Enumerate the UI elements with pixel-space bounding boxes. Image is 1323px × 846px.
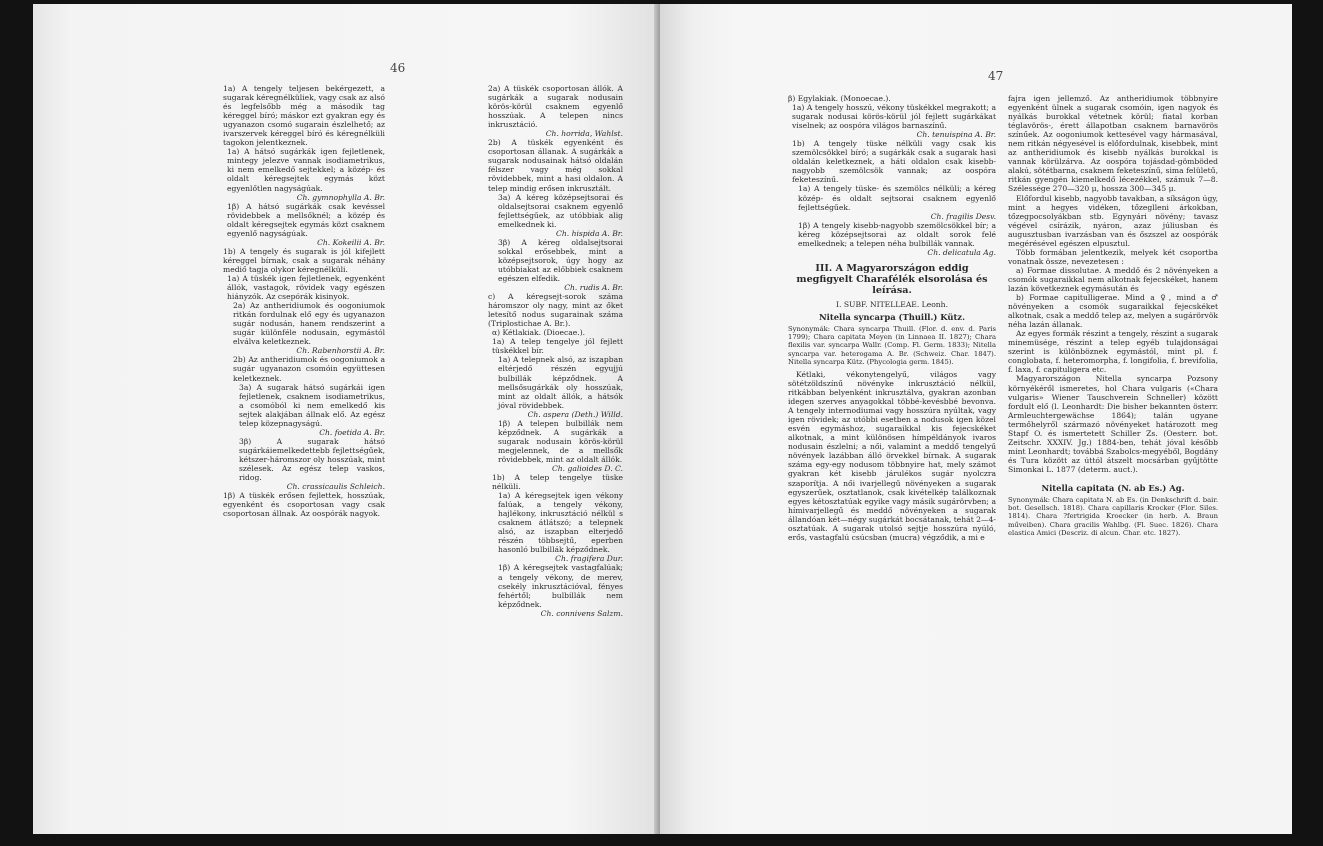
page-number: 47	[988, 69, 1004, 83]
species-citation: Ch. foetida A. Br.	[319, 427, 385, 437]
paragraph: Az egyes formák részint a tengely, részint a sugarak minemüsége, részint a telep egyéb tulajdonságai szerint is különböznek egymástól, mint pl. f. conglobata, f. heteromorpha, f. longifolia, f. brevifolia, f. laxa, f. capituligera etc.	[1008, 329, 1218, 375]
right-column-1	[788, 94, 996, 542]
left-column-2	[488, 84, 623, 618]
right-page	[660, 4, 1292, 834]
key-entry: 2a) Az antheridiumok és oogoniumok ritkán fordulnak elő egy és ugyanazon sugár nodusán, hanem rendszerint a sugár különféle nodusain, egymástól elválva keletkeznek.	[233, 301, 385, 347]
species-citation: Ch. aspera (Deth.) Willd.	[527, 409, 623, 419]
species-citation: Ch. fragilis Desv.	[930, 211, 996, 221]
left-page	[33, 4, 660, 834]
species-citation: Ch. Rabenhorstii A. Br.	[296, 346, 385, 356]
key-entry: 1β) A telepen bulbillák nem képződnek. A sugárkák a sugarak nodusain körös-körül megjelennek, de a mellsők rövidebbek, mint az oldalt állók.	[498, 418, 623, 464]
species-citation: Ch. hispida A. Br.	[556, 228, 623, 238]
paragraph: a) Formae dissolutae. A meddő és 2 növényeken a csomók sugaraikkal nem alkotnak fejecskéket, hanem lazán következnek egymásután és	[1008, 265, 1218, 293]
paragraph: Több formában jelentkezik, melyek két csoportba vonatnak össze, nevezetesen :	[1008, 247, 1218, 266]
key-entry: 2a) A tüskék csoportosan állók. A sugárkák a sugarak nodusain körös-körül csaknem egyenlő hosszúak. A telepen nincs inkrusztáció.	[488, 84, 623, 130]
key-entry: 3β) A kéreg oldalsejtsorai sokkal erősebbek, mint a középsejtsorok, úgy hogy az utóbbiakat az előbbiek csaknem egészen elfedik.	[498, 237, 623, 283]
species-citation: Ch. Kokeilii A. Br.	[317, 237, 385, 247]
book-spread	[33, 4, 1292, 834]
key-entry: 1a) A tengely teljesen bekérgezett, a sugarak kéregnélküliek, vagy csak az alsó és legfelsőbb még a második tag kéreggel bíró; máskor ezt gyakran egy és ugyanazon csomó sugarain észlelhető; az ivarszervek kéreggel bíró és kéregnélküli tagokon jelentkeznek.	[223, 84, 385, 148]
paragraph: b) Formae capitulligerae. Mind a ♀, mind a ♂ növényeken a csomók sugaraikkal fejecskéket alkotnak, csak a meddő telep az, melyen a sugárörvök néha lazán állanak.	[1008, 293, 1218, 330]
key-entry: 3a) A kéreg középsejtsorai és oldalsejtsorai csaknem egyenlő fejlettségűek, az utóbbiak alig emelkednek ki.	[498, 192, 623, 229]
key-entry: 1β) A tengely kisebb-nagyobb szemölcsökkel bír; a kéreg középsejtsorai az oldalt sorok felé emelkednek; a telepen néha bulbillák vannak.	[798, 220, 996, 248]
species-citation: Ch. horrida, Wahlst.	[545, 129, 623, 139]
key-entry: 1b) A tengely tüske nélküli vagy csak kis szemölcsökkel bíró; a sugárkák csak a sugarak hasi oldalán keletkeznek, a háti oldalon csak kisebb-nagyobb szemölcsök vannak; az oospóra feketeszínű.	[792, 139, 996, 185]
key-entry: 1a) A telep tengelye jól fejlett tüskékkel bír.	[492, 337, 623, 356]
subfamily-heading: I. SUBF. NITELLEAE. Leonh.	[836, 299, 948, 309]
species-citation: Ch. crassicaulis Schleich.	[286, 482, 385, 492]
synonym-list: Synonymák: Chara capitata N. ab Es. (in Denkschrift d. bair. bot. Gesellsch. 1818). Chara capillaris Krocker (Flor. Siles. 1814). Chara ?fertrigida Kroecker (in herb. A. Braun műveiben). Chara gracilis Wahlbg. (Fl. Suec. 1826). Chara elastica Amici (Descriz. di alcun. Char. etc. 1827).	[1008, 496, 1218, 537]
key-entries	[788, 94, 996, 257]
left-column-1	[223, 84, 385, 518]
key-entry: 2b) A tüskék egyenként és csoportosan állanak. A sugárkák a sugarak nodusainak hátsó oldalán félszer vagy még sokkal rövidebbek, mint a hasi oldalon. A telep mindig erősen inkrusztált.	[488, 138, 623, 193]
key-entry: β) Egylakiak. (Monoecae.).	[788, 94, 891, 103]
paragraph: Magyarországon Nitella syncarpa Pozsony környékéről ismeretes, hol Chara vulgaris («Chara vulgaris» Wiener Tauschverein Schneller) között fordult elő (l. Leonhardt: Die bisher bekannten österr. Armleuchtergewächse 1864); talán ugyane termőhelyről származó növényeket határozott meg Stapf O. és ismertetett Schiller Zs. (Oesterr. bot. Zeitschr. XXXIV. Jg.) 1884-ben, tehát jóval később mint Leonhardt; továbbá Szabolcs-megyéből, Bogdány és Tura között az úttól átszelt mocsárban gyűjtötte Simonkai L. 1877 (determ. auct.).	[1008, 374, 1218, 474]
key-entry: c) A kéregsejt-sorok száma háromszor oly nagy, mint az őket letesítő nodus sugarainak száma (Triplostichae A. Br.).	[488, 292, 623, 329]
key-entry: 1β) A kéregsejtek vastagfalúak; a tengely vékony, de merev, csekély inkrusztációval, fényes fehértől; bulbillák nem képződnek.	[498, 563, 623, 609]
species-citation: Ch. delicatula Ag.	[927, 247, 996, 257]
species-heading: Nitella syncarpa (Thuill.) Kütz.	[819, 311, 965, 322]
key-entry: 1β) A hátsó sugárkák csak kevéssel rövidebbek a mellsőknél; a közép és oldalt kéregsejtek egymás közt csaknem egyenlő nagyságúak.	[227, 201, 385, 238]
species-citation: Ch. rudis A. Br.	[564, 283, 623, 293]
species-heading: Nitella capitata (N. ab Es.) Ag.	[1041, 482, 1185, 493]
right-column-2	[1008, 94, 1218, 537]
key-entry: 1a) A kéregsejtek igen vékony falúak, a tengely vékony, hajlékony, inkrusztáció nélkül s csaknem átlátszó; a telepnek alsó, az iszapban elterjedő részén többsejtű, eperben hasonló bulbillák képződnek.	[498, 491, 623, 555]
key-entry: 1a) A hátsó sugárkák igen fejletlenek, mintegy jelezve vannak isodiametrikus, ki nem emelkedő sejtekkel; a közép- és oldalt kéregsejtek egymás közt egyenlőtlen nagyságúak.	[227, 147, 385, 193]
key-entry: 1a) A tüskék igen fejletlenek, egyenként állók, vastagok, rövidek vagy egészen hiányzók. Az csepórák kisinyok.	[227, 273, 385, 302]
key-entry: 1β) A tüskék erősen fejlettek, hosszúak, egyenként és csoportosan vagy csak csoportosan állnak. Az oospórák nagyok.	[223, 491, 385, 519]
page-number: 46	[390, 61, 406, 75]
key-entry: 1b) A telep tengelye tüske nélküli.	[492, 473, 623, 492]
species-citation: Ch. tenuispina A. Br.	[916, 130, 996, 140]
key-entry: 2b) Az antheridiumok és oogoniumok a sugár ugyanazon csomóin együttesen keletkeznek.	[233, 355, 385, 383]
species-citation: Ch. galioides D. C.	[551, 463, 623, 473]
key-entry: 1b) A tengely és sugarak is jól kifejlett kéreggel bírnak, csak a sugarak néhány mediő tagja olykor kéregnélküli.	[223, 246, 385, 274]
paragraph: Előfordul kisebb, nagyobb tavakban, a síkságon úgy, mint a hegyes vidéken, tőzeglleni árkokban, tőzegpocsolyákban stb. Egynyári növény; tavasz végével csírázik, nyáron, azaz júliusban és augusztusban ivarzásban van és őszszel az oospórák megérésével egészen elpusztul.	[1008, 193, 1218, 248]
key-entry: 3β) A sugarak hátsó sugárkáiemelkedettebb fejlettségűek, kétszer-háromszor oly hosszúak, mint szélesek. Az egész telep vaskos, ridog.	[239, 436, 385, 483]
species-citation: Ch. fragifera Dur.	[555, 554, 623, 564]
section-heading: III. A Magyarországon eddig megfigyelt Charafélék elsorolása és leírása.	[796, 262, 988, 296]
species-citation: Ch. gymnophylla A. Br.	[296, 192, 385, 202]
paragraph: fajra igen jellemző. Az antheridiumok többnyire egyenként ülnek a sugarak csomóin, igen nagyok és nyálkás burokkal vétetnek körül; fiatal korban téglavörös-, érett állapotban csaknem barnavörös színűek. Az oogoniumok kettesével vagy hármasával, nem ritkán négyesével is előfordulnak, kisebbek, mint az antheridiumok és kisebb nyálkás burokkal is vannak körülzárva. Az oospóra tojásdad-gömböded alakú, sötétbarna, csaknem feketeszínű, sima felületű, ritkán gyengén kiemelkedő lécezékkel, számuk 7—8. Szélessége 270—320 μ, hossza 300—345 μ.	[1008, 94, 1218, 194]
key-entry: 1a) A telepnek alsó, az iszapban eltérjedő részén egyujjú bulbillák képződnek. A mellsősugárkák oly hosszúak, mint az oldalt állók, a hátsók jóval rövidebbek.	[498, 355, 623, 410]
species-description: Kétlaki, vékonytengelyű, világos vagy sötétzöldszínű növényke inkrusztáció nélkül, ritkábban belyenként inkrusztálva, gyakran azonban idegen szerves anyagokkal többé-kevésbbé bevonva. A tengely internodiumai vagy hosszúra nyúltak, vagy igen rövidek; az utóbbi esetben a nodusok igen közel esvén egymáshoz, sugaraikkal kis fejecskéket alkotnak, a mint különösen hímpéldányok ivaros nodusain észlelni; a női, valamint a meddő tengelyű növények lazábban álló örvekkel bírnak. A sugarak száma egy-egy nodusom többnyire hat, mely számot gyakran két kisebb járulékos sugár nyolczra szaporítja. A női ivarjellegű növényeken a sugarak egyszerűek, osztatlanok, csak kivételkép találkoznak egyes kétosztatúak egyike vagy másik sugárörvben; a hímivarjellegű és meddő növényeken a sugarak állandóan két—négy sugárkát bocsátanak, tehát 2—4-osztatúak. A sugarak utolsó sejtje hosszúra nyúló, erős, vastagfalú csúcsban (mucra) végződik, a mi e	[788, 369, 996, 542]
key-entry: α) Kétlakiak. (Dioecae.).	[492, 328, 586, 338]
species-citation: Ch. connivens Salzm.	[540, 608, 623, 618]
key-entry: 1a) A tengely hosszú, vékony tüskékkel megrakott; a sugarak nodusai körös-körül jól fejlett sugárkákat viselnek; az oospóra világos barnaszínű.	[792, 103, 996, 131]
key-entry: 3a) A sugarak hátsó sugárkái igen fejletlenek, csaknem isodiametrikus, a csomóból ki nem emelkedő kis sejtek alakjában állnak elő. Az egész telep közepnagyságú.	[239, 382, 385, 428]
synonym-list: Synonymák: Chara syncarpa Thuill. (Flor. d. env. d. Paris 1799); Chara capitata Meyen (in Linnaea II. 1827); Chara flexilis var. syncarpa Wallr. (Comp. Fl. Germ. 1833); Nitella syncarpa var. heterogama A. Br. (Schweiz. Char. 1847). Nitella syncarpa Kütz. (Phycologia germ. 1845).	[788, 324, 996, 366]
key-entry: 1a) A tengely tüske- és szemölcs nélküli; a kéreg közép- és oldalt sejtsorai csaknem egyenlő fejlettségűek.	[798, 184, 996, 212]
